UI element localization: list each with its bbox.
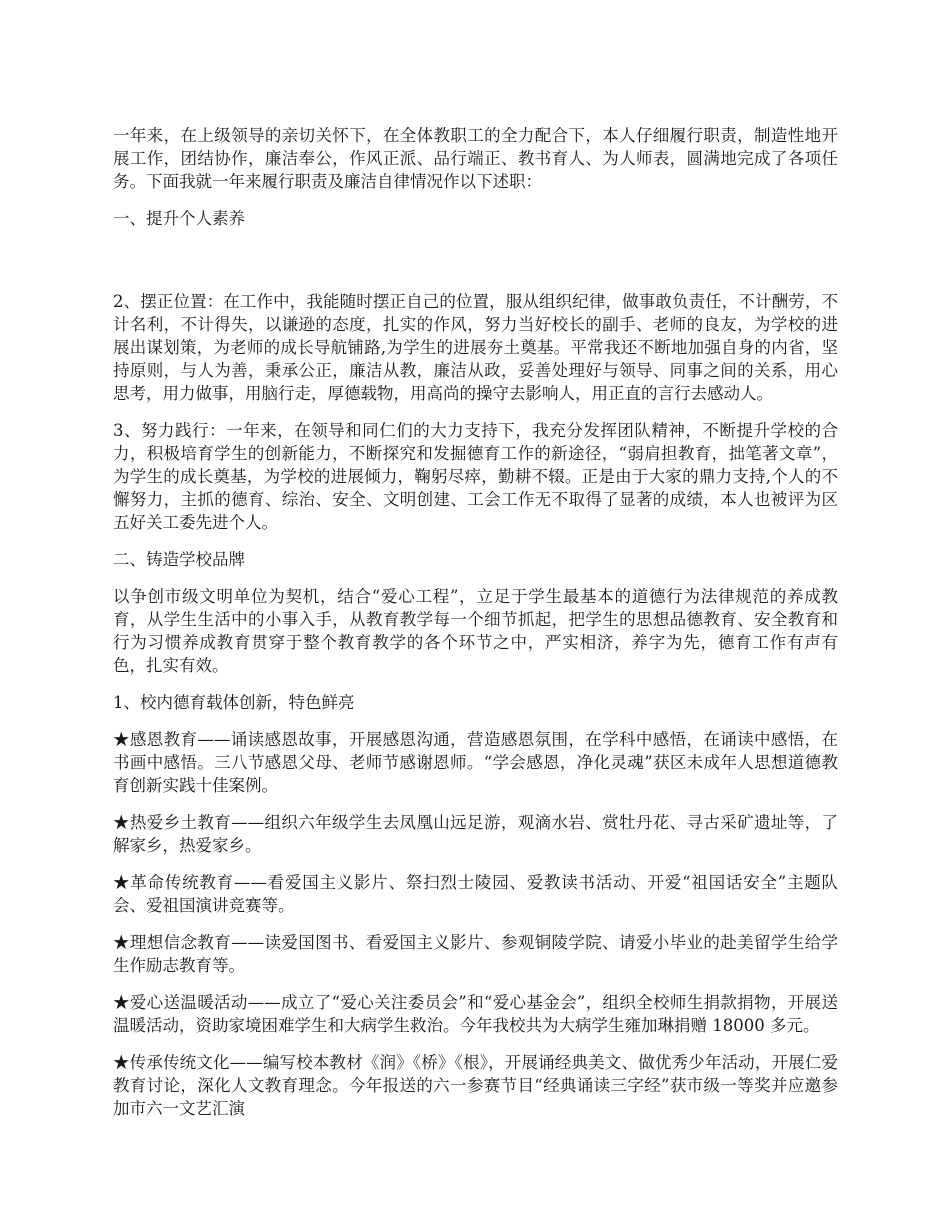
list-item-ideals: ★理想信念教育——读爱国图书、看爱国主义影片、参观铜陵学院、请爱小毕业的赴美留学生给学生作励志教育等。 bbox=[113, 933, 838, 975]
list-item-hometown: ★热爱乡土教育——组织六年级学生去凤凰山远足游，观滴水岩、赏牡丹花、寻古采矿遗址等，了解家乡，热爱家乡。 bbox=[113, 813, 838, 855]
list-item-tradition: ★传承传统文化——编写校本教材《润》《桥》《根》，开展诵经典美文、做优秀少年活动，开展仁爱教育讨论，深化人文教育理念。今年报送的六一参赛节目“经典诵读三字经”获市级一等奖并应邀参加市六一文艺汇演 bbox=[113, 1053, 838, 1118]
list-item-gratitude: ★感恩教育——诵读感恩故事，开展感恩沟通，营造感恩氛围，在学科中感悟，在诵读中感悟，在书画中感悟。三八节感恩父母、老师节感谢恩师。“学会感恩，净化灵魂”获区未成年人思想道德教育创新实践十佳案例。 bbox=[113, 730, 838, 795]
paragraph-position: 2、摆正位置：在工作中，我能随时摆正自己的位置，服从组织纪律，做事敢负责任，不计酬劳，不计名利，不计得失，以谦逊的态度，扎实的作风，努力当好校长的副手、老师的良友，为学校的进展出谋划策，为老师的成长导航铺路,为学生的进展夯土奠基。平常我还不断地加强自身的内省，坚持原则，与人为善，秉承公正，廉洁从教，廉洁从政，妥善处理好与领导、同事之间的关系，用心思考，用力做事，用脑行走，厚德载物，用高尚的操守去影响人，用正直的言行去感动人。 bbox=[113, 292, 838, 403]
blank-space bbox=[113, 244, 838, 290]
document-body bbox=[113, 124, 838, 1134]
section-heading-school-brand: 二、铸造学校品牌 bbox=[113, 550, 245, 569]
subheading-moral-education: 1、校内德育载体创新，特色鲜亮 bbox=[113, 693, 355, 712]
paragraph-practice: 3、努力践行：一年来，在领导和同仁们的大力支持下，我充分发挥团队精神，不断提升学校的合力，积极培育学生的创新能力，不断探究和发掘德育工作的新途径，“弱肩担教育，拙笔著文章”，为学生的成长奠基，为学校的进展倾力，鞠躬尽瘁，勤耕不辍。正是由于大家的鼎力支持,个人的不懈努力，主抓的德育、综治、安全、文明创建、工会工作无不取得了显著的成绩，本人也被评为区五好关工委先进个人。 bbox=[113, 421, 838, 532]
paragraph-civilization-unit: 以争创市级文明单位为契机，结合“爱心工程”，立足于学生最基本的道德行为法律规范的养成教育，从学生生活中的小事入手，从教育教学每一个细节抓起，把学生的思想品德教育、安全教育和行为习惯养成教育贯穿于整个教育教学的各个环节之中，严实相济，养字为先，德育工作有声有色，扎实有效。 bbox=[113, 587, 838, 675]
intro-paragraph: 一年来，在上级领导的亲切关怀下，在全体教职工的全力配合下，本人仔细履行职责，制造性地开展工作，团结协作，廉洁奉公，作风正派、品行端正、教书育人、为人师表，圆满地完成了各项任务。下面我就一年来履行职责及廉洁自律情况作以下述职： bbox=[113, 126, 838, 191]
section-heading-personal-quality: 一、提升个人素养 bbox=[113, 209, 245, 228]
list-item-charity: ★爱心送温暖活动——成立了“爱心关注委员会”和“爱心基金会”，组织全校师生捐款捐物，开展送温暖活动，资助家境困难学生和大病学生救治。今年我校共为大病学生雍加琳捐赠 18000 多元。 bbox=[113, 993, 838, 1035]
list-item-revolution: ★革命传统教育——看爱国主义影片、祭扫烈士陵园、爱教读书活动、开爱“祖国话安全”主题队会、爱祖国演讲竞赛等。 bbox=[113, 873, 838, 915]
